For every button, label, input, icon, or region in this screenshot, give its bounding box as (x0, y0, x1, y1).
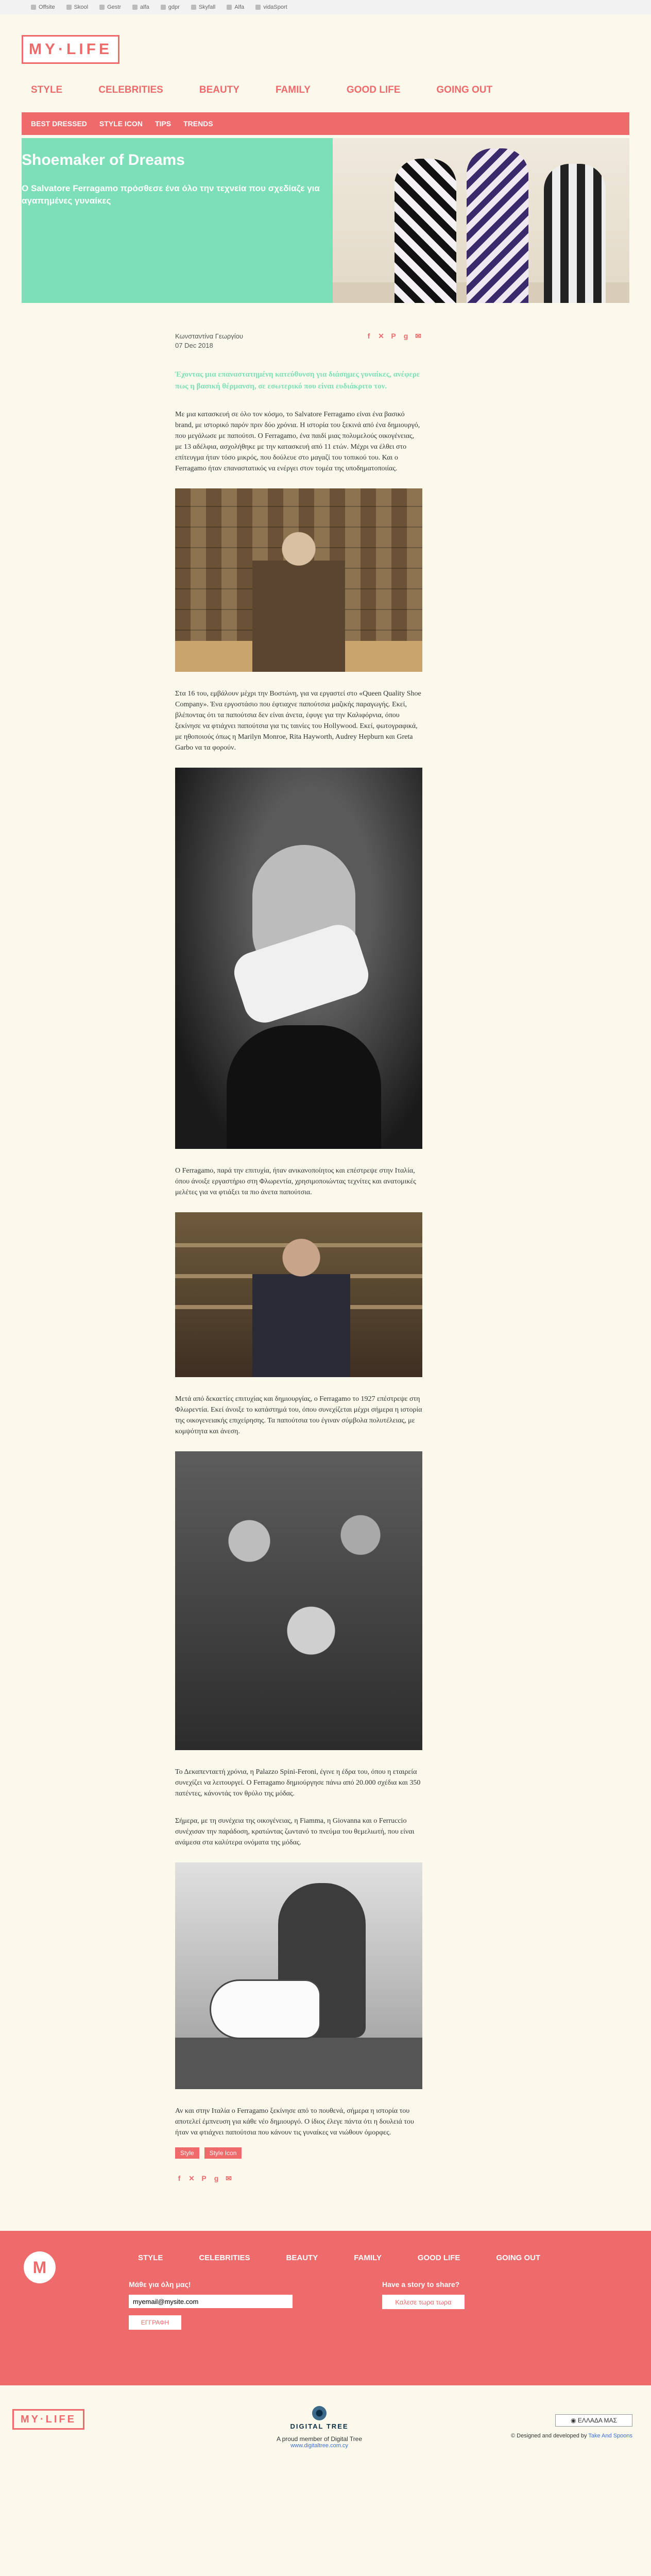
site-footer (0, 2231, 651, 2385)
topbar-link[interactable]: Gestr (99, 4, 121, 10)
email-icon[interactable]: ✉ (226, 2174, 232, 2182)
footer-nav-good-life[interactable]: GOOD LIFE (417, 2253, 460, 2262)
article-paragraph: Το Δεκαπενταετή χρόνια, η Palazzo Spini-Feroni, έγινε η έδρα του, όπου η εταιρεία συνεχίζει να λειτουργεί. Ο Ferragamo δημιούργησε πάνω από 20.000 σχέδια και 350 πατέντες, κάνοντάς τον θρύλο της μόδας. (175, 1768, 421, 1798)
site-icon (132, 5, 138, 10)
footer-nav-style[interactable]: STYLE (138, 2253, 163, 2262)
photo-person (252, 1228, 350, 1377)
author-name[interactable]: Κωνσταντίνα Γεωργίου (175, 332, 244, 340)
credit-link[interactable]: Take And Spoons (588, 2433, 632, 2439)
article-paragraph: Αν και στην Ιταλία ο Ferragamo ξεκίνησε από το πουθενά, σήμερα η ιστορία του αποτελεί έμπνευση για κάθε νέο δημιουργό. Ο ίδιος έλεγε πάντα ότι η δουλειά του ήταν να φτιάχνει παπούτσια που κάνουν τις γυναίκες να νιώθουν όμορφες. (175, 2107, 414, 2137)
network-link[interactable]: www.digitaltree.com.cy (290, 2443, 348, 2449)
nav-item-style[interactable]: STYLE (31, 84, 63, 95)
subnav-item-style-icon[interactable]: STYLE ICON (99, 120, 143, 128)
newsletter-subscribe-button[interactable]: ΕΓΓΡΑΦΗ (129, 2315, 181, 2330)
hero-model (395, 159, 456, 303)
photo-person (252, 514, 345, 672)
article-paragraph: Στα 16 του, εμβάλουν μέχρι την Βοστώνη, για να εργαστεί στο «Queen Quality Shoe Company». Ένα εργοστάσιο που έφτιαχνε παπούτσια μαζικής παραγωγής. Εκεί, βλέποντας ότι τα παπούτσια δεν είναι άνετα, έφυγε για την Καλιφόρνια, όπου ξεκίνησε να φτιάχνει παπούτσια για τις ταινίες του Hollywood. Εκεί, φωτογραφικά, με ηθοποιούς όπως η Marilyn Monroe, Rita Hayworth, Audrey Hepburn και Greta Garbo να τα φορούν. (175, 690, 421, 752)
network-block (268, 2406, 371, 2449)
story-label: Have a story to share? (382, 2280, 460, 2289)
article-paragraph: Με μια κατασκευή σε όλο τον κόσμο, το Salvatore Ferragamo είναι ένα βασικό brand, με ιστορικό παρόν πριν δύο χρόνια. Η ιστορία του ξεκινά από ένα δημιουργό, που μεγάλωσε με παπούτσι. Ο Ferragamo, ένα παιδί μιας πολυμελούς οικογένειας, με 13 αδέλφια, ασχολήθηκε με την κατασκευή από 11 ετών. Μέχρι να έλθει στο επίτευγμα ήταν τόσο μικρός, που δούλευε στο μαγαζί του τοπικού του. Και ο Ferragamo ήταν επαναστατικός να ενέργει στον τομέα της υποδηματοποιίας. (175, 411, 420, 472)
facebook-icon[interactable]: f (178, 2174, 181, 2182)
nav-item-celebrities[interactable]: CELEBRITIES (98, 84, 163, 95)
nav-item-beauty[interactable]: BEAUTY (199, 84, 239, 95)
email-icon[interactable]: ✉ (415, 331, 421, 340)
top-bar (0, 0, 651, 14)
article-photo-portrait (175, 768, 422, 1149)
network-name: DIGITAL TREE (290, 2422, 349, 2430)
share-bar-bottom (175, 2174, 422, 2182)
site-icon (161, 5, 166, 10)
story-submit-button[interactable]: Καλεσε τωρα τωρα (382, 2295, 465, 2309)
article-tags (175, 2147, 422, 2159)
sub-nav (22, 112, 629, 135)
photo-shoe (229, 920, 373, 1028)
twitter-icon[interactable]: ✕ (378, 331, 384, 340)
site-header (0, 14, 651, 128)
footer-logo[interactable]: M (24, 2251, 56, 2283)
article-title: Shoemaker of Dreams (22, 151, 185, 168)
nav-item-going-out[interactable]: GOING OUT (436, 84, 493, 95)
tag-style-icon[interactable]: Style Icon (204, 2147, 242, 2159)
topbar-link[interactable]: Skool (66, 4, 89, 10)
digital-tree-icon (312, 2406, 327, 2420)
site-logo[interactable]: MY·LIFE (22, 35, 119, 64)
credit-text: © Designed and developed by (510, 2433, 587, 2439)
twitter-icon[interactable]: ✕ (189, 2174, 195, 2182)
newsletter-email-input[interactable] (129, 2295, 293, 2308)
share-bar (365, 332, 422, 340)
google-plus-icon[interactable]: g (403, 332, 408, 340)
story-block (382, 2280, 465, 2309)
nav-item-family[interactable]: FAMILY (275, 84, 311, 95)
topbar-link[interactable]: Alfa (227, 4, 244, 10)
topbar-link[interactable]: Offsite (31, 4, 55, 10)
hero-model (544, 164, 606, 303)
subnav-item-best-dressed[interactable]: BEST DRESSED (31, 120, 87, 128)
nav-item-good-life[interactable]: GOOD LIFE (346, 84, 401, 95)
pinterest-icon[interactable]: P (391, 332, 396, 340)
language-value: ΕΛΛΑΔΑ ΜΑΣ (577, 2417, 617, 2424)
article-photo-workshop (175, 488, 422, 672)
site-icon (99, 5, 105, 10)
photo-bench (175, 2038, 422, 2089)
site-icon (66, 5, 72, 10)
main-nav (31, 84, 492, 96)
footer-nav-family[interactable]: FAMILY (354, 2253, 382, 2262)
article-subtitle: Ο Salvatore Ferragamo πρόσθεσε ένα όλο την τεχνεία που σχεδίαζε για αγαπημένες γυναίκες (22, 183, 320, 206)
footer-nav-celebrities[interactable]: CELEBRITIES (199, 2253, 250, 2262)
article-photo-shop (175, 1212, 422, 1377)
article-photo-crowd (175, 1451, 422, 1750)
pinterest-icon[interactable]: P (201, 2174, 207, 2182)
site-icon (31, 5, 36, 10)
topbar-link[interactable]: alfa (132, 4, 149, 10)
photo-shoe (211, 1981, 319, 2038)
subnav-item-tips[interactable]: TIPS (155, 120, 172, 128)
article-lead: Έχοντας μια επαναστατημένη κατεύθυνση για διάσημες γυναίκες, ανέφερε πως η βασική θέρμανση, σε εσωτερικό που είναι ευδιάκριτο τον. (175, 370, 420, 391)
footer-nav-going-out[interactable]: GOING OUT (496, 2253, 541, 2262)
hero-model (467, 148, 528, 303)
topbar-link[interactable]: vidaSport (255, 4, 287, 10)
footer-nav (138, 2253, 540, 2262)
site-icon (255, 5, 261, 10)
author-block (175, 332, 243, 350)
article-paragraph: Μετά από δεκαετίες επιτυχίας και δημιουργίας, ο Ferragamo το 1927 επέστρεψε στη Φλωρεντία. Εκεί άνοιξε το κατάστημά του, όπου συνεχίζεται μέχρι σήμερα η ιστορία της οικογενειακής επιχείρησης. Τα παπούτσια του έγιναν σύμβολα πολυτέλειας, με κομψότητα και άνεση. (175, 1395, 422, 1435)
newsletter-block (129, 2280, 293, 2330)
publish-date: 07 Dec 2018 (175, 342, 213, 349)
article-hero (22, 138, 629, 303)
member-text: A proud member of Digital Tree (276, 2435, 363, 2443)
footer-nav-beauty[interactable]: BEAUTY (286, 2253, 318, 2262)
site-icon (227, 5, 232, 10)
article-body (175, 332, 422, 2182)
article-meta (175, 332, 422, 350)
topbar-link[interactable]: Skyfall (191, 4, 215, 10)
article-photo-shoemaker (175, 1862, 422, 2089)
language-select[interactable] (555, 2414, 632, 2427)
bottom-logo[interactable]: MY·LIFE (12, 2409, 84, 2430)
globe-icon: ◉ (571, 2417, 578, 2424)
topbar-link[interactable]: gdpr (161, 4, 180, 10)
credit-line (511, 2433, 632, 2439)
hero-image (333, 138, 629, 303)
facebook-icon[interactable]: f (367, 332, 370, 340)
photo-person (227, 1025, 381, 1149)
site-icon (191, 5, 196, 10)
tag-style[interactable]: Style (175, 2147, 199, 2159)
subnav-item-trends[interactable]: TRENDS (183, 120, 213, 128)
google-plus-icon[interactable]: g (214, 2174, 219, 2182)
article-paragraph: Σήμερα, με τη συνέχεια της οικογένειας, η Fiamma, η Giovanna και ο Ferruccio συνέχισαν την παράδοση, κρατώντας ζωντανό το πνεύμα του θεμελιωτή, που είναι ανάμεσα στα καλύτερα ονόματα της μόδας. (175, 1817, 415, 1846)
article-paragraph: Ο Ferragamo, παρά την επιτυχία, ήταν ανικανοποίητος και επέστρεψε στην Ιταλία, όπου άνοιξε εργαστήριο στη Φλωρεντία, χρησιμοποιώντας τεχνίτες και ανατομικές μελέτες για να φτιάξει τα πιο άνετα παπούτσια. (175, 1167, 416, 1196)
newsletter-label: Μάθε για όλη μας! (129, 2280, 191, 2289)
bottom-bar (0, 2385, 651, 2465)
